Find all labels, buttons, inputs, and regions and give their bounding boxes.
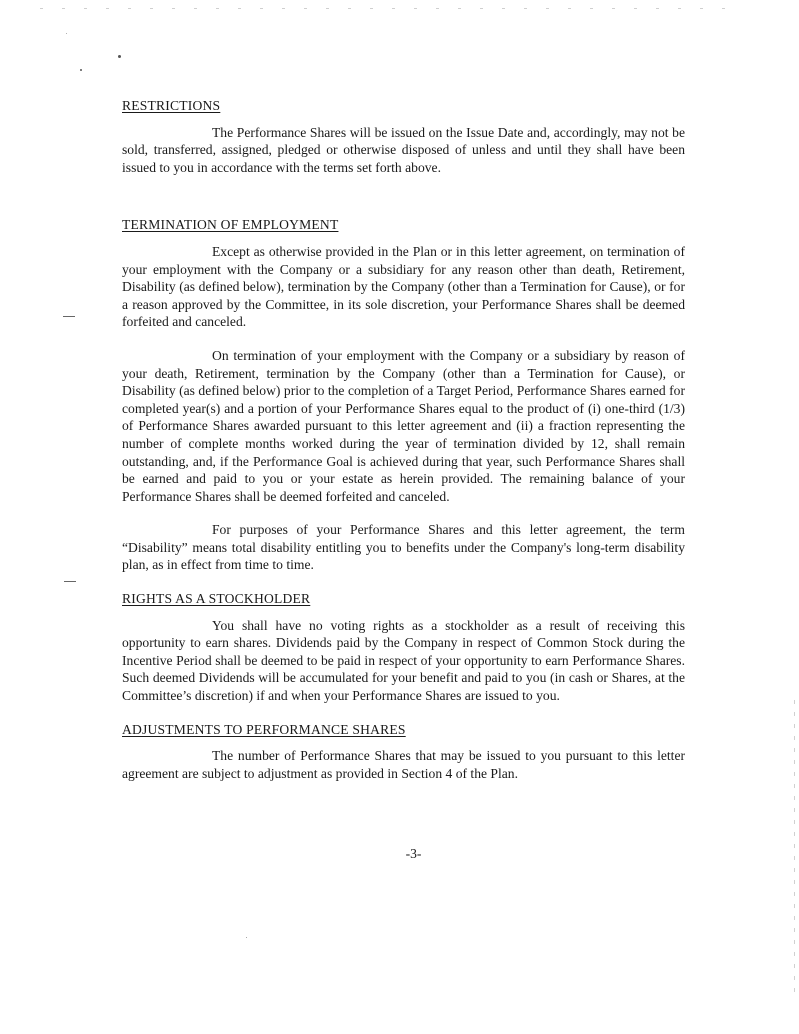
scan-speck xyxy=(246,937,247,938)
scan-speck xyxy=(66,33,67,34)
scan-speck xyxy=(80,69,82,71)
scan-edge-artifact xyxy=(40,8,740,9)
section-paragraph: You shall have no voting rights as a stockholder as a result of receiving this opportunity to earn shares. Dividends paid by the Company in respect of Common Stock during the Incentive Period shall be deemed to be paid in respect of your opportunity to earn Performance Shares. Such deemed Dividends will be accumulated for your benefit and paid to you (in cash or Shares, at the Committee’s discretion) if and when your Performance Shares are issued to you. xyxy=(122,617,685,704)
section-termination xyxy=(122,216,685,574)
section-paragraph: The Performance Shares will be issued on the Issue Date and, accordingly, may not be sold, transferred, assigned, pledged or otherwise disposed of unless and until they shall have been issued to you in accordance with the terms set forth above. xyxy=(122,124,685,175)
section-paragraph: Except as otherwise provided in the Plan or in this letter agreement, on termination of your employment with the Company or a subsidiary for any reason other than death, Retirement, Disability (as defined below), termination by the Company (other than a Termination for Cause), or for a reason approved by the Committee, in its sole discretion, your Performance Shares shall be deemed forfeited and canceled. xyxy=(122,243,685,330)
section-heading: RIGHTS AS A STOCKHOLDER xyxy=(122,591,311,607)
scan-dash-mark xyxy=(64,581,76,582)
section-paragraph: The number of Performance Shares that may be issued to you pursuant to this letter agreement are subject to adjustment as provided in Section 4 of the Plan. xyxy=(122,748,685,781)
scan-dash-mark xyxy=(63,316,75,317)
section-heading: RESTRICTIONS xyxy=(122,98,221,113)
section-heading: TERMINATION OF EMPLOYMENT xyxy=(122,217,339,233)
page-number: -3- xyxy=(405,846,422,861)
section-paragraph: For purposes of your Performance Shares and this letter agreement, the term “Disability” means total disability entitling you to benefits under the Company's long-term disability plan, as in effect from time to time. xyxy=(122,522,685,573)
section-rights xyxy=(122,590,685,705)
section-paragraph: On termination of your employment with the Company or a subsidiary by reason of your death, Retirement, termination by the Company (other than a Termination for Cause), or Disability (as defined below) prior to the completion of a Target Period, Performance Shares earned for completed year(s) and a portion of your Performance Shares equal to the product of (i) one-third (1/3) of Performance Shares awarded pursuant to this letter agreement and (ii) a fraction representing the number of complete months worked during the year of termination divided by 12, shall remain outstanding, and, if the Performance Goal is achieved during that year, such Performance Shares shall be earned and paid to you or your estate as herein provided. The remaining balance of your Performance Shares shall be deemed forfeited and canceled. xyxy=(122,347,685,504)
scan-speck xyxy=(118,55,121,58)
section-adjustments xyxy=(122,721,685,783)
section-heading: ADJUSTMENTS TO PERFORMANCE SHARES xyxy=(122,721,406,737)
document-body xyxy=(122,97,685,782)
section-restrictions xyxy=(122,97,685,176)
